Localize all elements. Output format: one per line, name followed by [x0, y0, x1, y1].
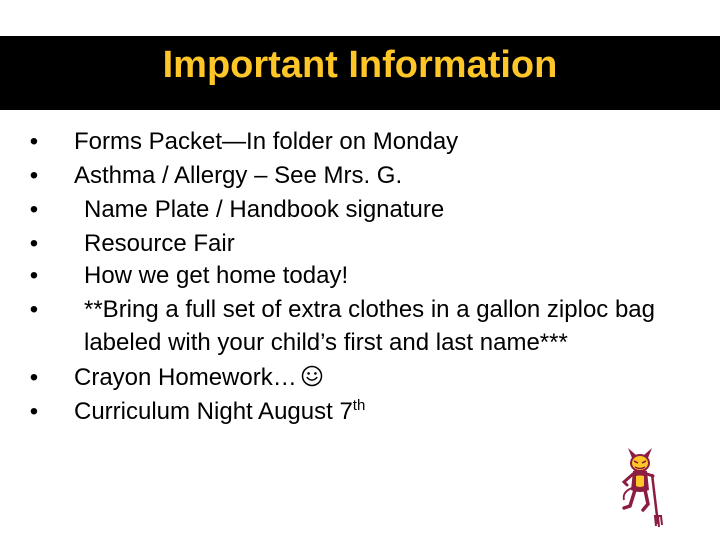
list-item-text [74, 361, 323, 396]
sun-devil-mascot-icon [618, 446, 666, 530]
crayon-homework-text: Crayon Homework… [74, 364, 297, 391]
bullet-icon: • [29, 398, 39, 425]
bullet-icon: • [29, 296, 39, 323]
ordinal-suffix: th [352, 397, 366, 414]
list-item-text: Resource Fair [84, 230, 235, 257]
page-title: Important Information [162, 44, 558, 86]
list-item-text: How we get home today! [84, 262, 349, 289]
bullet-icon: • [29, 162, 39, 189]
list-item-text: Asthma / Allergy – See Mrs. G. [74, 162, 403, 189]
bullet-icon: • [29, 128, 39, 155]
list-item-text: Name Plate / Handbook signature [84, 196, 445, 223]
bullet-icon: • [29, 364, 39, 391]
bullet-icon: • [29, 230, 39, 257]
list-item-text: Forms Packet—In folder on Monday [74, 128, 459, 155]
list-item-text [74, 395, 365, 428]
bullet-icon: • [29, 196, 39, 223]
bullet-icon: • [29, 262, 39, 289]
curriculum-night-text: Curriculum Night August 7 [74, 398, 353, 425]
list-item-text: **Bring a full set of extra clothes in a gallon ziploc bag labeled with your child’s first and last name*** [84, 296, 655, 356]
smiley-icon [301, 363, 323, 396]
